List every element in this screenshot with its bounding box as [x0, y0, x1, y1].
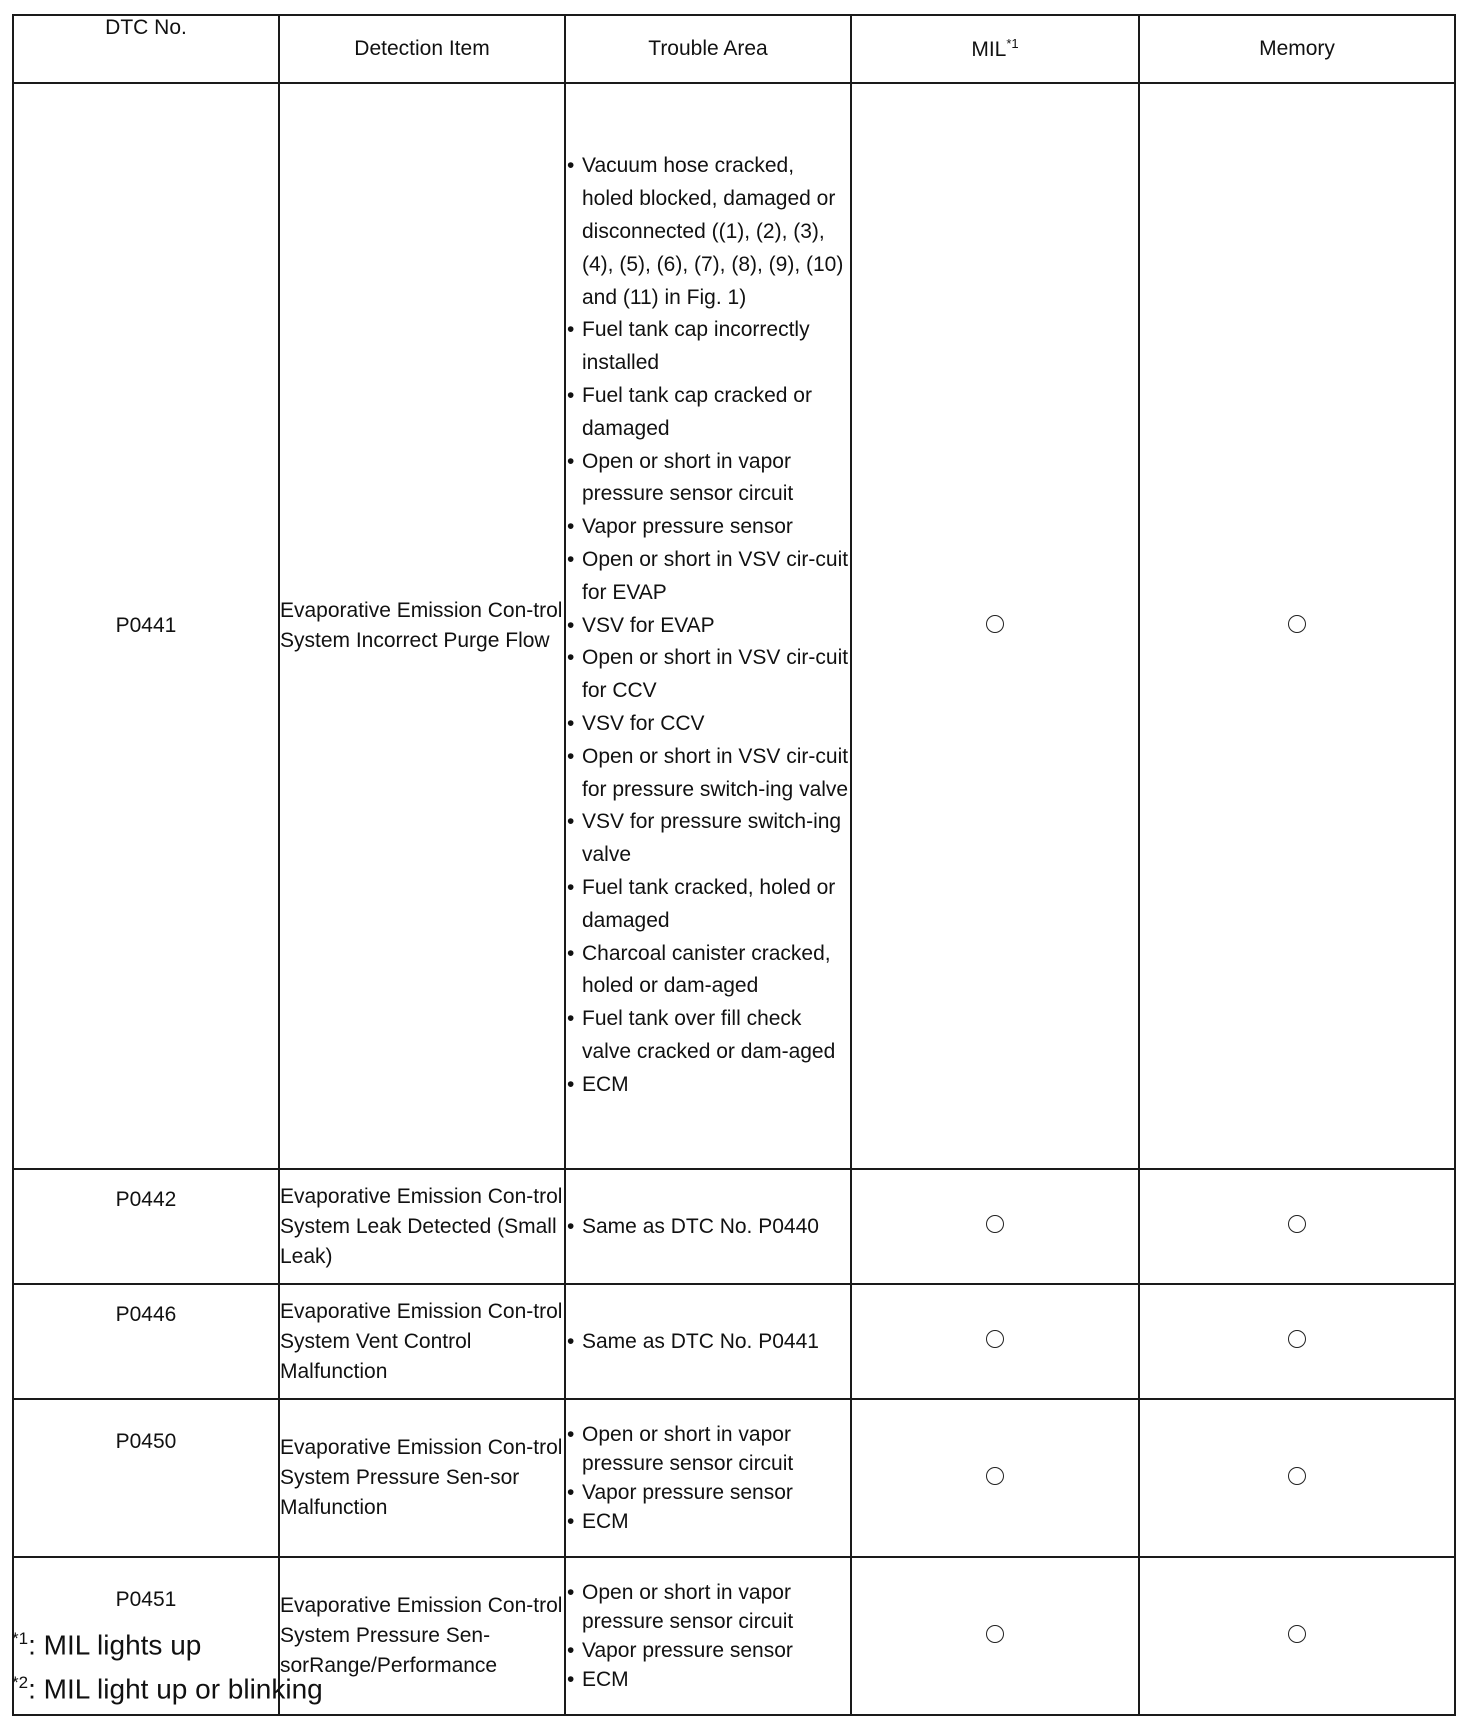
- trouble-area-list: [566, 1420, 850, 1536]
- trouble-area-list: [566, 150, 850, 1101]
- footnote-text: : MIL light up or blinking: [28, 1673, 323, 1705]
- trouble-area-item: • Same as DTC No. P0440: [566, 1215, 850, 1239]
- table-row: [13, 1284, 1455, 1399]
- dtc-code: P0441: [13, 83, 279, 1169]
- trouble-area: [565, 1284, 851, 1399]
- trouble-area-item: • VSV for pressure switch-ing valve: [566, 806, 850, 872]
- header-detection-item: Detection Item: [279, 15, 565, 83]
- trouble-area-item: • ECM: [566, 1507, 850, 1536]
- trouble-area-item: • Open or short in VSV cir-cuit for CCV: [566, 642, 850, 708]
- footnote-mark: *2: [12, 1673, 29, 1693]
- header-memory: Memory: [1139, 15, 1455, 83]
- detection-item: Evaporative Emission Con-trol System Leak Detected (Small Leak): [279, 1169, 565, 1284]
- trouble-area: [565, 1557, 851, 1715]
- mil-circle-icon: [986, 615, 1004, 633]
- trouble-area-list: [566, 1330, 850, 1354]
- memory-circle-icon: [1288, 1467, 1306, 1485]
- footnote: [12, 1620, 323, 1664]
- trouble-area-list: [566, 1215, 850, 1239]
- dtc-code: P0450: [13, 1399, 279, 1557]
- memory-cell: [1139, 1284, 1455, 1399]
- memory-cell: [1139, 1557, 1455, 1715]
- memory-cell: [1139, 1169, 1455, 1284]
- trouble-area-item: • Vapor pressure sensor: [566, 1478, 850, 1507]
- dtc-code: P0451: [13, 1557, 279, 1715]
- footnotes: [12, 1620, 323, 1709]
- dtc-code: P0442: [13, 1169, 279, 1284]
- trouble-area-item: • Vacuum hose cracked, holed blocked, damaged or disconnected ((1), (2), (3), (4), (5), (6), (7), (8), (9), (10) and (11) in Fig. 1): [566, 150, 850, 314]
- header-row: [13, 15, 1455, 83]
- memory-circle-icon: [1288, 1215, 1306, 1233]
- trouble-area-item: • Fuel tank cap cracked or damaged: [566, 380, 850, 446]
- table-row: [13, 1399, 1455, 1557]
- trouble-area-item: • Same as DTC No. P0441: [566, 1330, 850, 1354]
- trouble-area-item: • Charcoal canister cracked, holed or dam-aged: [566, 938, 850, 1004]
- header-dtc: DTC No.: [13, 15, 279, 83]
- memory-cell: [1139, 83, 1455, 1169]
- header-mil: [851, 15, 1139, 83]
- trouble-area: [565, 1169, 851, 1284]
- dtc-code: P0446: [13, 1284, 279, 1399]
- header-mil-footnote-mark: *1: [1006, 36, 1019, 51]
- dtc-table: [12, 14, 1456, 1716]
- header-mil-label: MIL: [971, 38, 1007, 61]
- footnote: [12, 1664, 323, 1708]
- trouble-area: [565, 83, 851, 1169]
- trouble-area-item: • ECM: [566, 1665, 850, 1694]
- trouble-area-item: • Vapor pressure sensor: [566, 511, 850, 544]
- trouble-area-item: • Open or short in VSV cir-cuit for EVAP: [566, 544, 850, 610]
- mil-circle-icon: [986, 1215, 1004, 1233]
- detection-item: Evaporative Emission Con-trol System Vent Control Malfunction: [279, 1284, 565, 1399]
- trouble-area-item: • Fuel tank over fill check valve cracked or dam-aged: [566, 1003, 850, 1069]
- trouble-area-item: • Fuel tank cracked, holed or damaged: [566, 872, 850, 938]
- trouble-area-item: • VSV for EVAP: [566, 610, 850, 643]
- trouble-area-item: • Vapor pressure sensor: [566, 1636, 850, 1665]
- table-row: [13, 1169, 1455, 1284]
- trouble-area-item: • VSV for CCV: [566, 708, 850, 741]
- mil-circle-icon: [986, 1625, 1004, 1643]
- header-trouble-area: Trouble Area: [565, 15, 851, 83]
- mil-circle-icon: [986, 1467, 1004, 1485]
- detection-item: Evaporative Emission Con-trol System Pressure Sen-sorRange/Performance: [279, 1557, 565, 1715]
- mil-cell: [851, 83, 1139, 1169]
- trouble-area-list: [566, 1578, 850, 1694]
- trouble-area-item: • Open or short in vapor pressure sensor circuit: [566, 1578, 850, 1636]
- footnote-mark: *1: [12, 1629, 29, 1648]
- detection-item: Evaporative Emission Con-trol System Pressure Sen-sor Malfunction: [279, 1399, 565, 1557]
- memory-circle-icon: [1288, 1330, 1306, 1348]
- mil-cell: [851, 1284, 1139, 1399]
- memory-circle-icon: [1288, 1625, 1306, 1643]
- footnote-text: : MIL lights up: [28, 1629, 202, 1661]
- mil-cell: [851, 1399, 1139, 1557]
- trouble-area: [565, 1399, 851, 1557]
- table-row: [13, 83, 1455, 1169]
- trouble-area-item: • Fuel tank cap incorrectly installed: [566, 314, 850, 380]
- memory-circle-icon: [1288, 615, 1306, 633]
- detection-item: Evaporative Emission Con-trol System Incorrect Purge Flow: [279, 83, 565, 1169]
- trouble-area-item: • Open or short in vapor pressure sensor circuit: [566, 1420, 850, 1478]
- mil-circle-icon: [986, 1330, 1004, 1348]
- memory-cell: [1139, 1399, 1455, 1557]
- trouble-area-item: • ECM: [566, 1069, 850, 1102]
- mil-cell: [851, 1557, 1139, 1715]
- trouble-area-item: • Open or short in VSV cir-cuit for pressure switch-ing valve: [566, 741, 850, 807]
- trouble-area-item: • Open or short in vapor pressure sensor circuit: [566, 446, 850, 512]
- mil-cell: [851, 1169, 1139, 1284]
